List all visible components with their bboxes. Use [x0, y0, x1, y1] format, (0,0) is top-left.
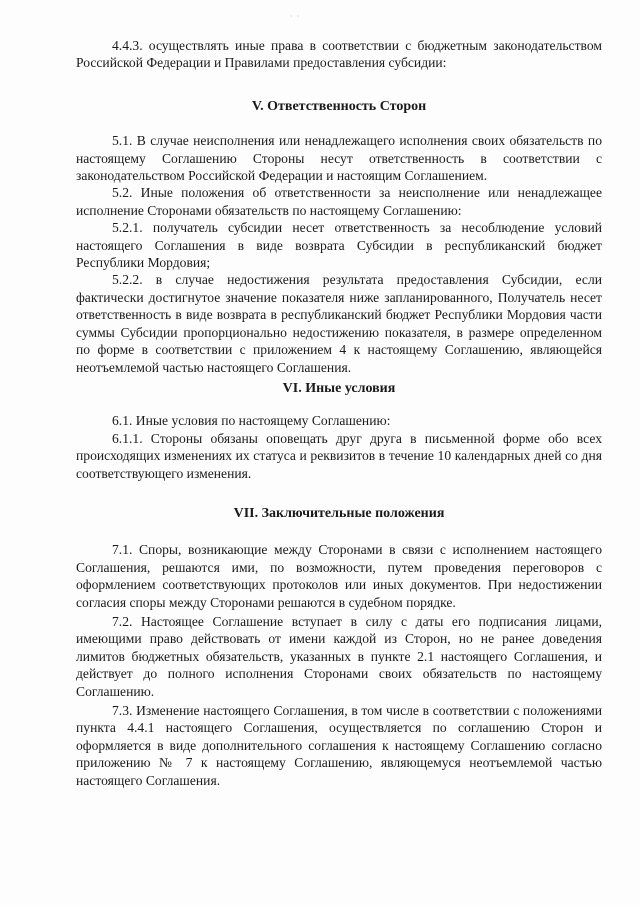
paragraph-7-3: 7.3. Изменение настоящего Соглашения, в том числе в соответствии с положениями пункта 4.4.1 настоящего Соглашения, осуществляется по соглашению Сторон и оформляется в виде дополнительного соглашения к настоящему Соглашению согласно приложению № 7 к настоящему Соглашению, являющемуся неотъемлемой частью настоящего Соглашения. [76, 703, 602, 788]
paragraph-6-1: 6.1. Иные условия по настоящему Соглашению: [112, 413, 391, 429]
paragraph-5-2-2: 5.2.2. в случае недостижения результата предоставления Субсидии, если фактически достигнутое значение показателя ниже запланированного, Получатель несет ответственность в виде возврата в республиканский бюджет Республики Мордовия части суммы Субсидии пропорционально недостижению показателя, в размере определенном по форме в соответствии с приложением 4 к настоящему Соглашению, являющейся неотъемлемой частью настоящего Соглашения. [76, 272, 602, 375]
section-6-title: VI. Иные условия [282, 380, 396, 396]
scan-mark: · · [290, 12, 301, 21]
paragraph-7-2: 7.2. Настоящее Соглашение вступает в силу с даты его подписания лицами, имеющими право действовать от имени каждой из Сторон, но не ранее доведения лимитов бюджетных обязательств, указанных в пункте 2.1 настоящего Соглашения, и действует до полного исполнения Сторонами своих обязательств по настоящему Соглашению. [76, 613, 602, 699]
section-5-title: V. Ответственность Сторон [251, 98, 427, 114]
paragraph-4-4-3: 4.4.3. осуществлять иные права в соответствии с бюджетным законодательством Российской Федерации и Правилами предоставления субсидии: [76, 38, 602, 71]
paragraph-5-1: 5.1. В случае неисполнения или ненадлежащего исполнения своих обязательств по настоящему Соглашению Стороны несут ответственность в соответствии с законодательством Российской Федерации и настоящим Соглашением. [76, 133, 602, 184]
paragraph-7-1: 7.1. Споры, возникающие между Сторонами в связи с исполнением настоящего Соглашения, решаются ими, по возможности, путем проведения переговоров с оформлением соответствующих протоколов или иных документов. При недостижении согласия споры между Сторонами решаются в судебном порядке. [76, 542, 602, 610]
paragraph-5-2: 5.2. Иные положения об ответственности за неисполнение или ненадлежащее исполнение Сторонами обязательств по настоящему Соглашению: [76, 185, 602, 218]
section-7-title: VII. Заключительные положения [233, 505, 445, 521]
paragraph-5-2-1: 5.2.1. получатель субсидии несет ответственность за несоблюдение условий настоящего Соглашения в виде возврата Субсидии в республиканский бюджет Республики Мордовия; [76, 220, 602, 271]
paragraph-6-1-1: 6.1.1. Стороны обязаны оповещать друг друга в письменной форме обо всех происходящих изменениях их статуса и реквизитов в течение 10 календарных дней со дня соответствующего изменения. [76, 430, 602, 481]
